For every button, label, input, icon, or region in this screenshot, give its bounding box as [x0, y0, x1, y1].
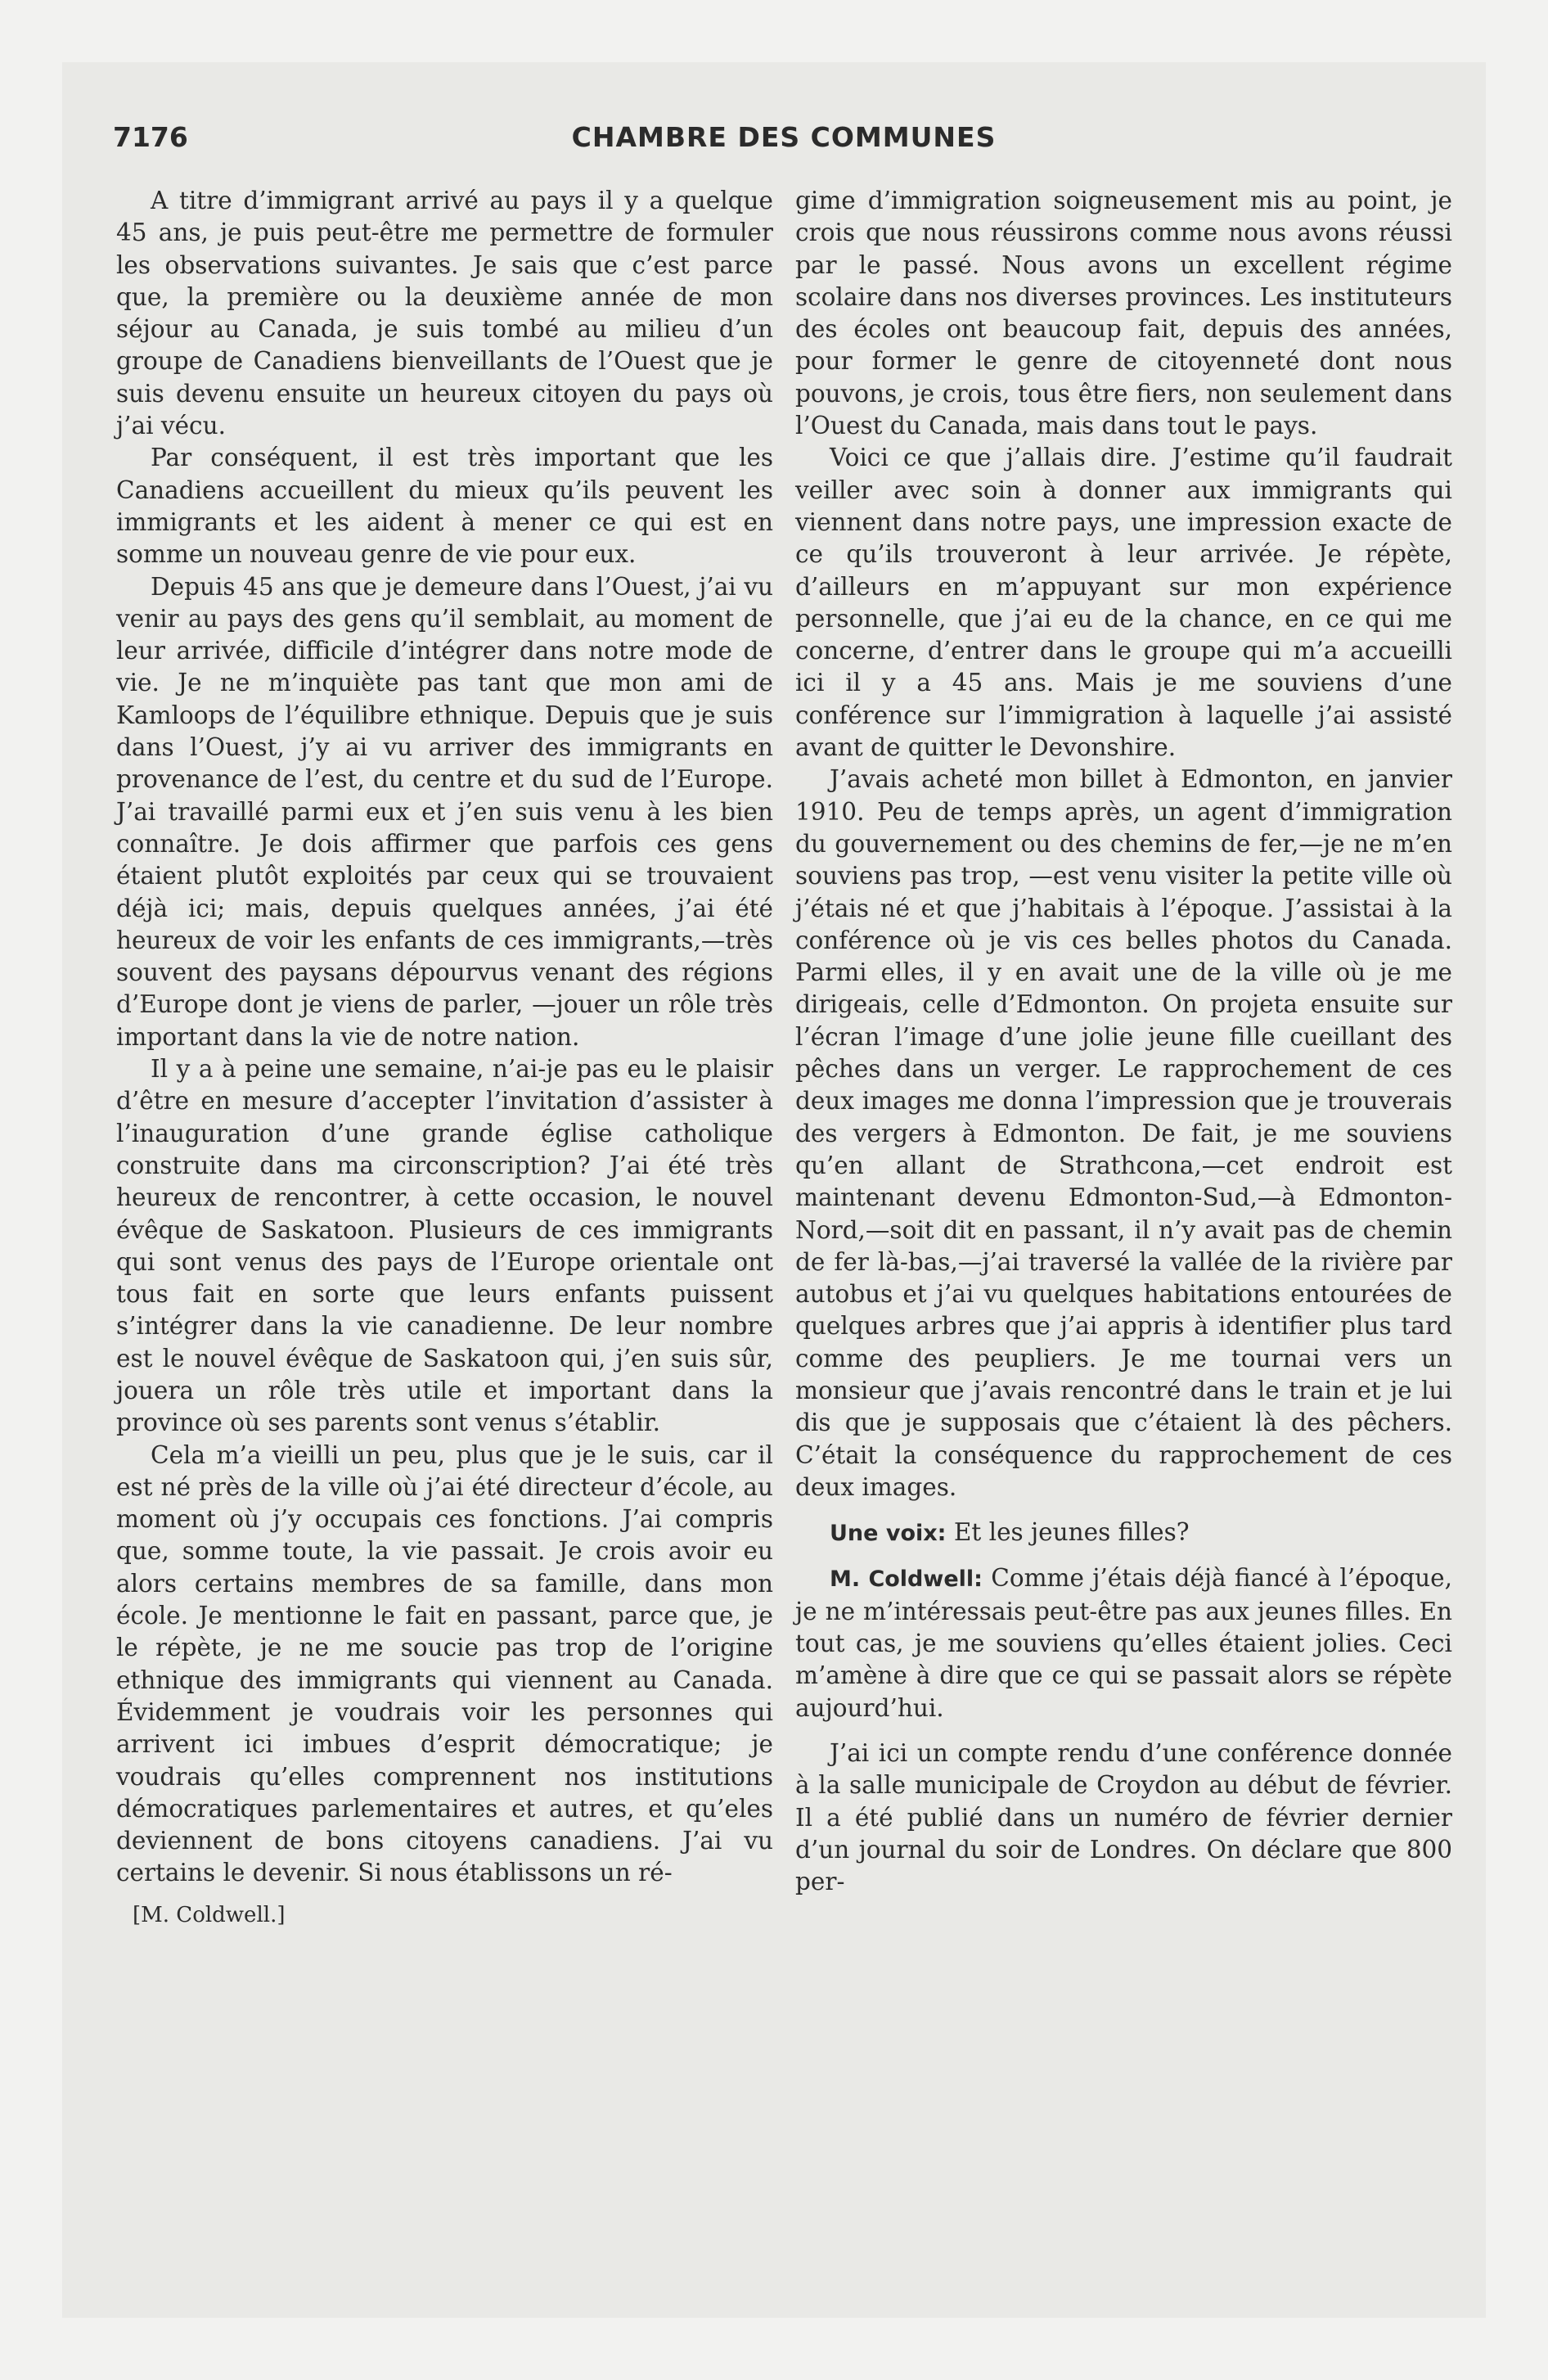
paragraph: Voici ce que j’allais dire. J’estime qu’il faudrait veiller avec soin à donner aux immigrants qui viennent dans notre pays, une impression exacte de ce qu’ils trouveront à leur arrivée. Je répète, d’ailleurs en m’appuyant sur mon expérience personnelle, que j’ai eu de la chance, en ce qui me concerne, d’entrer dans le groupe qui m’a accueilli ici il y a 45 ans. Mais je me souviens d’une conférence sur l’immigration à laquelle j’ai assisté avant de quitter le Devonshire. [795, 444, 1452, 762]
page-number: 7176 [113, 121, 188, 153]
speaker-name: M. Coldwell: [830, 1566, 983, 1593]
paragraph: Il y a à peine une semaine, n’ai-je pas eu le plaisir d’être en mesure d’accepter l’invitation d’assister à l’inauguration d’une grande église catholique construite dans ma circonscription? J’ai été très heureux de rencontrer, à cette occasion, le nouvel évêque de Saskatoon. Plusieurs de ces immigrants qui sont venus des pays de l’Europe orientale ont tous fait en sorte que leurs enfants puissent s’intégrer dans la vie canadienne. De leur nombre est le nouvel évêque de Saskatoon qui, j’en suis sûr, jouera un rôle très utile et important dans la province où ses parents sont venus s’établir. [116, 1055, 773, 1437]
speaker-attribution: [M. Coldwell.] [133, 1902, 286, 1927]
speaker-name: Une voix: [830, 1521, 947, 1547]
interjection-text: Et les jeunes filles? [946, 1518, 1190, 1547]
document-page [62, 62, 1486, 2318]
paragraph: gime d’immigration soigneusement mis au point, je crois que nous réussirons comme nous avons réussi par le passé. Nous avons un excellent régime scolaire dans nos diverses provinces. Les instituteurs des écoles ont beaucoup fait, depuis des années, pour former le genre de citoyenneté dont nous pouvons, je crois, tous être fiers, non seulement dans l’Ouest du Canada, mais dans tout le pays. [795, 187, 1452, 440]
paragraph: J’avais acheté mon billet à Edmonton, en janvier 1910. Peu de temps après, un agent d’immigration du gouvernement ou des chemins de fer,—je ne m’en souviens pas trop, —est venu visiter la petite ville où j’étais né et que j’habitais à l’époque. J’assistai à la conférence où je vis ces belles photos du Canada. Parmi elles, il y en avait une de la ville où je me dirigeais, celle d’Edmonton. On projeta ensuite sur l’écran l’image d’une jolie jeune fille cueillant des pêches dans un verger. Le rapprochement de ces deux images me donna l’impression que je trouverais des vergers à Edmonton. De fait, je me souviens qu’en allant de Strathcona,—cet endroit est maintenant devenu Edmonton-Sud,—à Edmonton-Nord,—soit dit en passant, il n’y avait pas de chemin de fer là-bas,—j’ai traversé la vallée de la rivière par autobus et j’ai vu quelques habitations entourées de quelques arbres que j’ai appris à identifier plus tard comme des peupliers. Je me tournai vers un monsieur que j’avais rencontré dans le train et je lui dis que je supposais que c’étaient là des pêchers. C’était la conséquence du rapprochement de ces deux images. [795, 765, 1452, 1501]
right-column [795, 185, 1452, 1898]
speaker-response [795, 1562, 1452, 1724]
response-text: Comme j’étais déjà fiancé à l’époque, je ne m’intéressais peut-être pas aux jeunes filles. En tout cas, je me souviens qu’elles étaient jolies. Ceci m’amène à dire que ce qui se passait alors se répète aujourd’hui. [795, 1564, 1452, 1722]
paragraph: Depuis 45 ans que je demeure dans l’Ouest, j’ai vu venir au pays des gens qu’il semblait, au moment de leur arrivée, difficile d’intégrer dans notre mode de vie. Je ne m’inquiète pas tant que mon ami de Kamloops de l’équilibre ethnique. Depuis que je suis dans l’Ouest, j’y ai vu arriver des immigrants en provenance de l’est, du centre et du sud de l’Europe. J’ai travaillé parmi eux et j’en suis venu à les bien connaître. Je dois affirmer que parfois ces gens étaient plutôt exploités par ceux qui se trouvaient déjà ici; mais, depuis quelques années, j’ai été heureux de voir les enfants de ces immigrants,—très souvent des paysans dépourvus venant des régions d’Europe dont je viens de parler, —jouer un rôle très important dans la vie de notre nation. [116, 572, 773, 1051]
paragraph: Cela m’a vieilli un peu, plus que je le suis, car il est né près de la ville où j’ai été directeur d’école, au moment où j’y occupais ces fonctions. J’ai compris que, somme toute, la vie passait. Je crois avoir eu alors certains membres de sa famille, dans mon école. Je mentionne le fait en passant, parce que, je le répète, je ne me soucie pas trop de l’origine ethnique des immigrants qui viennent au Canada. Évidemment je voudrais voir les personnes qui arrivent ici imbues d’esprit démocratique; je voudrais qu’elles comprennent nos institutions démocratiques parlementaires et autres, et qu’eles deviennent de bons citoyens canadiens. J’ai vu certains le devenir. Si nous établissons un ré- [116, 1440, 773, 1887]
page-header [113, 121, 1455, 162]
interjection [795, 1517, 1452, 1549]
running-head: CHAMBRE DES COMMUNES [571, 121, 997, 153]
paragraph: A titre d’immigrant arrivé au pays il y a quelque 45 ans, je puis peut-être me permettre de formuler les observations suivantes. Je sais que c’est parce que, la première ou la deuxième année de mon séjour au Canada, je suis tombé au milieu d’un groupe de Canadiens bienveillants de l’Ouest que je suis devenu ensuite un heureux citoyen du pays où j’ai vécu. [116, 187, 773, 440]
paragraph: J’ai ici un compte rendu d’une conférence donnée à la salle municipale de Croydon au début de février. Il a été publié dans un numéro de février dernier d’un journal du soir de Londres. On déclare que 800 per- [795, 1738, 1452, 1896]
left-column [116, 185, 773, 1931]
paragraph: Par conséquent, il est très important que les Canadiens accueillent du mieux qu’ils peuvent les immigrants et les aident à mener ce qui est en somme un nouveau genre de vie pour eux. [116, 444, 773, 569]
